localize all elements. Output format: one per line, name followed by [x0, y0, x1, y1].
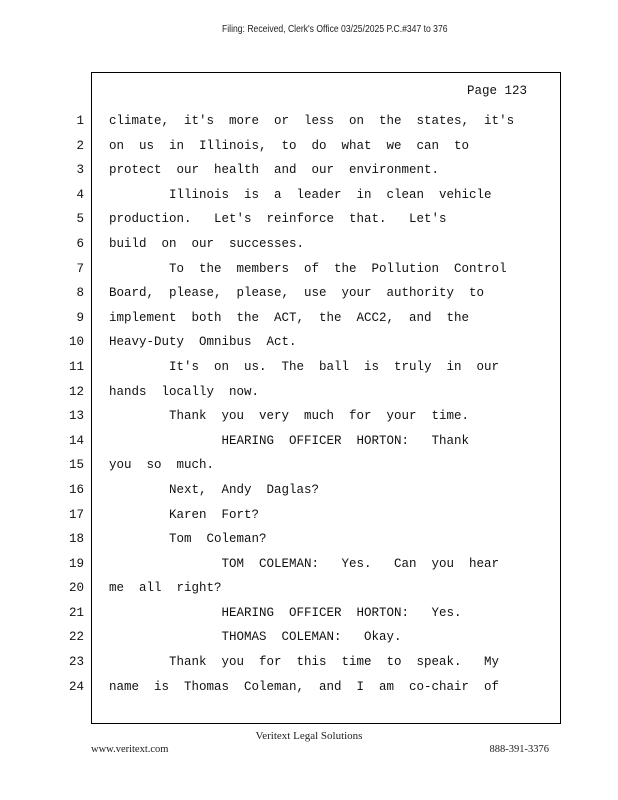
line-number: 7 — [76, 261, 84, 276]
line-number: 18 — [68, 532, 84, 547]
transcript-body — [109, 112, 549, 702]
line-number: 10 — [68, 335, 84, 350]
line-number: 6 — [76, 236, 84, 251]
filing-stamp: Filing: Received, Clerk's Office 03/25/2025 P.C.#347 to 376 — [222, 24, 448, 35]
line-number: 5 — [76, 212, 84, 227]
transcript-line: you so much. — [109, 458, 215, 473]
transcript-line: THOMAS COLEMAN: Okay. — [109, 630, 402, 645]
line-number: 17 — [68, 507, 84, 522]
line-number: 19 — [68, 556, 84, 571]
line-number: 9 — [76, 310, 84, 325]
transcript-line: It's on us. The ball is truly in our — [109, 359, 500, 374]
line-number: 4 — [76, 187, 84, 202]
footer-website: www.veritext.com — [91, 744, 169, 755]
line-number: 13 — [68, 409, 84, 424]
transcript-line: protect our health and our environment. — [109, 163, 440, 178]
footer-phone: 888-391-3376 — [489, 744, 549, 755]
transcript-line: me all right? — [109, 581, 222, 596]
transcript-line: name is Thomas Coleman, and I am co-chair of — [109, 679, 500, 694]
line-number: 15 — [68, 458, 84, 473]
transcript-line: HEARING OFFICER HORTON: Yes. — [109, 605, 462, 620]
transcript-line: climate, it's more or less on the states, it's — [109, 114, 515, 128]
transcript-line: Board, please, please, use your authority to — [109, 286, 485, 301]
line-number: 12 — [68, 384, 84, 399]
line-number: 8 — [76, 286, 84, 301]
line-number: 24 — [68, 679, 84, 694]
transcript-line: implement both the ACT, the ACC2, and the — [109, 310, 470, 325]
transcript-line: TOM COLEMAN: Yes. Can you hear — [109, 556, 500, 571]
transcript-line: on us in Illinois, to do what we can to — [109, 138, 470, 153]
transcript-line: Next, Andy Daglas? — [109, 482, 320, 497]
line-number: 2 — [76, 138, 84, 153]
transcript-line: Thank you for this time to speak. My — [109, 655, 500, 670]
line-number: 20 — [68, 581, 84, 596]
line-number: 23 — [68, 655, 84, 670]
transcript-line: Illinois is a leader in clean vehicle — [109, 187, 492, 202]
line-number-column — [60, 112, 84, 702]
line-number: 21 — [68, 605, 84, 620]
transcript-line: hands locally now. — [109, 384, 260, 399]
transcript-line: Thank you very much for your time. — [109, 409, 470, 424]
line-number: 16 — [68, 482, 84, 497]
page-number: Page 123 — [466, 84, 527, 98]
line-number: 3 — [76, 163, 84, 178]
transcript-line: To the members of the Pollution Control — [109, 261, 507, 276]
line-number: 14 — [68, 433, 84, 448]
footer-company: Veritext Legal Solutions — [255, 730, 363, 742]
transcript-line: Karen Fort? — [109, 507, 260, 522]
line-number: 11 — [68, 359, 84, 374]
transcript-line: Tom Coleman? — [109, 532, 267, 547]
transcript-line: production. Let's reinforce that. Let's — [109, 212, 447, 227]
transcript-line: build on our successes. — [109, 236, 305, 251]
line-number: 1 — [76, 114, 84, 128]
transcript-line: HEARING OFFICER HORTON: Thank — [109, 433, 470, 448]
line-number: 22 — [68, 630, 84, 645]
transcript-line: Heavy-Duty Omnibus Act. — [109, 335, 297, 350]
